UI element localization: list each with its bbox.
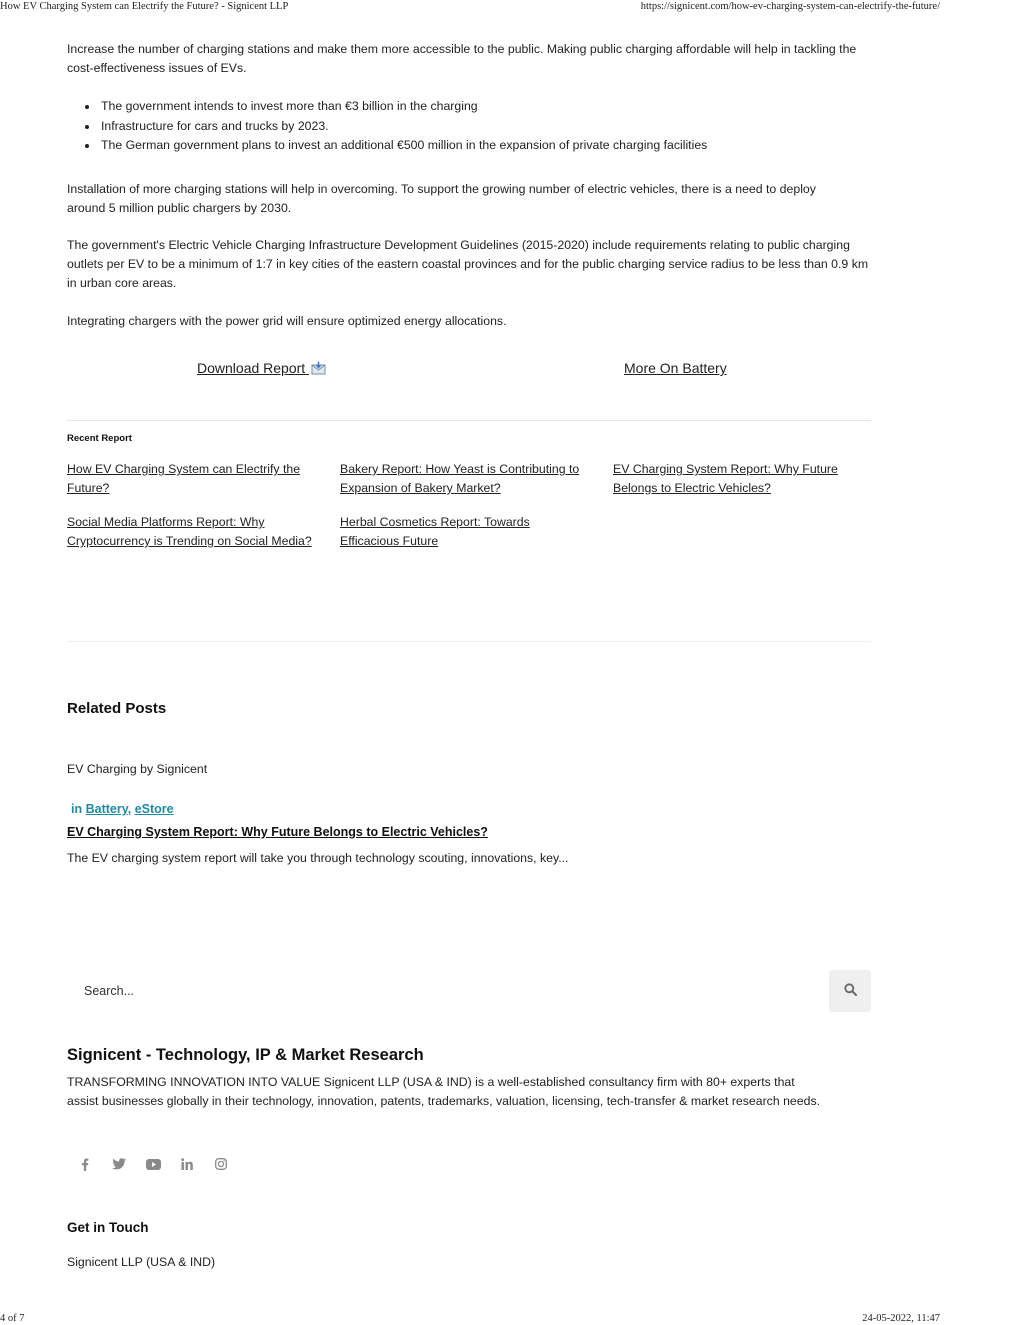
social-links <box>75 1155 231 1173</box>
bullet-list <box>67 97 707 156</box>
recent-report-item <box>613 460 863 498</box>
more-on-battery-link[interactable]: More On Battery <box>624 360 727 376</box>
related-posts-heading: Related Posts <box>67 700 167 717</box>
search-button[interactable] <box>829 970 871 1012</box>
related-post-excerpt: The EV charging system report will take you through technology scouting, innovations, key... <box>67 851 569 865</box>
print-header <box>0 1 940 12</box>
report-links <box>67 360 871 382</box>
list-item: • Infrastructure for cars and trucks by 2023. <box>99 117 707 137</box>
divider <box>67 641 871 642</box>
recent-report-item <box>67 460 322 498</box>
article-paragraph-1: Increase the number of charging stations and make them more accessible to the public. Making public charging affordable will help in tackling the cost-effectiveness issues of EVs. <box>67 42 857 75</box>
recent-report-item <box>340 513 560 551</box>
download-report-label: Download Report <box>197 360 310 376</box>
instagram-icon[interactable] <box>211 1155 231 1173</box>
list-item: • The government intends to invest more than €3 billion in the charging <box>99 97 707 117</box>
envelope-download-icon <box>311 361 326 378</box>
print-header-title: How EV Charging System can Electrify the Future? - Signicent LLP <box>0 1 289 12</box>
category-estore-link[interactable]: eStore <box>134 802 174 816</box>
print-page-number: 4 of 7 <box>0 1313 25 1324</box>
related-post-title <box>67 825 488 839</box>
print-datetime: 24-05-2022, 11:47 <box>862 1313 940 1324</box>
post-categories <box>71 802 174 816</box>
youtube-icon[interactable] <box>143 1155 163 1173</box>
list-item: • The German government plans to invest an additional €500 million in the expansion of private charging facilities <box>99 136 707 156</box>
recent-report-item <box>340 460 595 498</box>
post-thumbnail-alt[interactable]: EV Charging by Signicent <box>67 762 208 776</box>
contact-company-name: Signicent LLP (USA & IND) <box>67 1255 216 1269</box>
recent-report-link[interactable]: EV Charging System Report: Why Future Belongs to Electric Vehicles? <box>613 462 838 495</box>
recent-report-link[interactable]: Social Media Platforms Report: Why Cryptocurrency is Trending on Social Media? <box>67 515 312 548</box>
related-post-link[interactable]: EV Charging System Report: Why Future Belongs to Electric Vehicles? <box>67 825 488 839</box>
footer-description: TRANSFORMING INNOVATION INTO VALUE Signicent LLP (USA & IND) is a well-established consultancy firm with 80+ experts that assist businesses globally in their technology, innovation, patents, trademarks, valuation, licensing, tech-transfer & market research needs. <box>67 1075 821 1108</box>
twitter-icon[interactable] <box>109 1155 129 1173</box>
categories-prefix: in <box>71 802 86 816</box>
linkedin-icon[interactable] <box>177 1155 197 1173</box>
categories-separator: , <box>127 802 135 816</box>
footer-company-title: Signicent - Technology, IP & Market Research <box>67 1046 424 1064</box>
facebook-icon[interactable] <box>75 1155 95 1173</box>
search-icon <box>844 983 857 999</box>
article-paragraph-2: Installation of more charging stations will help in overcoming. To support the growing number of electric vehicles, there is a need to deploy around 5 million public chargers by 2030. <box>67 182 816 215</box>
recent-report-link[interactable]: How EV Charging System can Electrify the Future? <box>67 462 301 495</box>
search-form <box>67 970 871 1012</box>
search-input[interactable] <box>67 970 827 1012</box>
category-battery-link[interactable]: Battery <box>85 802 128 816</box>
article-paragraph-4: Integrating chargers with the power grid will ensure optimized energy allocations. <box>67 314 507 328</box>
print-footer <box>0 1313 940 1324</box>
divider <box>67 420 871 421</box>
recent-report-link[interactable]: Bakery Report: How Yeast is Contributing to Expansion of Bakery Market? <box>340 462 580 495</box>
article-paragraph-3: The government's Electric Vehicle Charging Infrastructure Development Guidelines (2015-2020) include requirements relating to public charging outlets per EV to be a minimum of 1:7 in key cities of the eastern coastal provinces and for the public charging service radius to be less than 0.9 km in urban core areas. <box>67 238 869 290</box>
recent-report-item <box>67 513 322 551</box>
get-in-touch-heading: Get in Touch <box>67 1220 149 1235</box>
download-report-link[interactable] <box>197 360 326 378</box>
recent-report-link[interactable]: Herbal Cosmetics Report: Towards Efficacious Future <box>340 515 530 548</box>
recent-report-heading: Recent Report <box>67 433 132 444</box>
print-header-url: https://signicent.com/how-ev-charging-system-can-electrify-the-future/ <box>640 1 940 12</box>
